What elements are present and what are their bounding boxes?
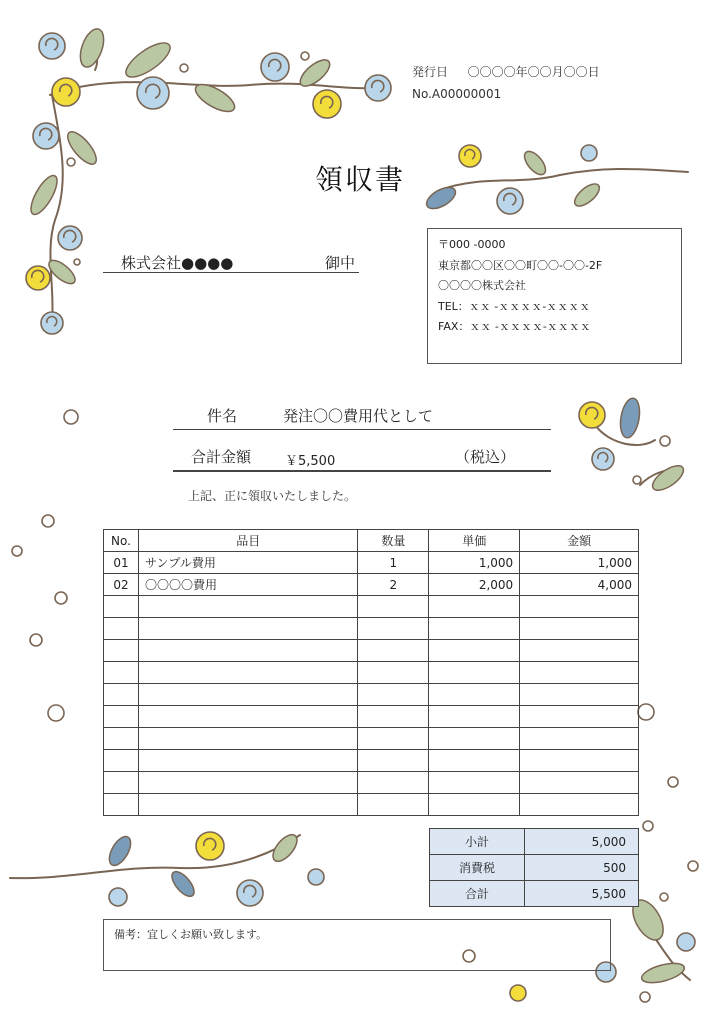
issuer-postal: 〒000 -0000 [438, 238, 506, 251]
empty-cell [138, 596, 357, 618]
cell-amount: 4,000 [520, 574, 639, 596]
empty-cell [138, 662, 357, 684]
empty-cell [358, 750, 429, 772]
table-row [104, 574, 639, 596]
empty-cell [358, 772, 429, 794]
table-row-empty [104, 662, 639, 684]
empty-cell [429, 706, 520, 728]
cell-unit-price: 1,000 [429, 552, 520, 574]
issue-date [412, 63, 600, 80]
empty-cell [429, 794, 520, 816]
cell-qty: 1 [358, 552, 429, 574]
totals-table [429, 828, 639, 907]
issuer-company: 〇〇〇〇株式会社 [438, 279, 526, 292]
receipt-statement: 上記、正に領収いたしました。 [188, 489, 357, 503]
amount-label: 合計金額 [191, 448, 252, 466]
empty-cell [520, 750, 639, 772]
empty-cell [138, 750, 357, 772]
tax-note: （税込） [455, 448, 516, 466]
subject-value: 発注〇〇費用代として [283, 407, 434, 425]
empty-cell [104, 640, 139, 662]
issue-date-value: 〇〇〇〇年〇〇月〇〇日 [467, 65, 600, 79]
table-row-empty [104, 640, 639, 662]
empty-cell [429, 618, 520, 640]
cell-item: サンプル費用 [138, 552, 357, 574]
empty-cell [104, 772, 139, 794]
amount-value: ￥5,500 [285, 454, 336, 469]
table-row-empty [104, 772, 639, 794]
empty-cell [358, 684, 429, 706]
issuer-address: 東京都〇〇区〇〇町〇〇-〇〇-2F [438, 258, 603, 272]
tax-value: 500 [525, 855, 639, 881]
empty-cell [138, 618, 357, 640]
empty-cell [104, 618, 139, 640]
empty-cell [520, 794, 639, 816]
subtotal-value: 5,000 [525, 829, 639, 855]
table-header-row [104, 530, 639, 552]
total-label: 合計 [430, 881, 525, 907]
empty-cell [104, 750, 139, 772]
empty-cell [520, 662, 639, 684]
tax-row [430, 855, 639, 881]
empty-cell [358, 596, 429, 618]
receipt-number: No.A00000001 [412, 87, 502, 101]
table-row-empty [104, 728, 639, 750]
subject-row [173, 405, 551, 430]
empty-cell [520, 596, 639, 618]
empty-cell [358, 706, 429, 728]
empty-cell [104, 684, 139, 706]
table-row-empty [104, 750, 639, 772]
empty-cell [358, 640, 429, 662]
recipient-suffix: 御中 [325, 254, 356, 272]
issue-date-label: 発行日 [412, 65, 449, 79]
empty-cell [520, 706, 639, 728]
amount-row [173, 446, 551, 472]
empty-cell [520, 640, 639, 662]
table-row-empty [104, 706, 639, 728]
document-title: 領収書 [315, 163, 406, 196]
issuer-fax: FAX：ｘｘ -ｘｘｘｘ-ｘｘｘｘ [438, 320, 591, 333]
empty-cell [429, 684, 520, 706]
items-table [103, 529, 639, 816]
empty-cell [358, 662, 429, 684]
empty-rows [104, 596, 639, 816]
subtotal-label: 小計 [430, 829, 525, 855]
tax-label: 消費税 [430, 855, 525, 881]
empty-cell [104, 728, 139, 750]
empty-cell [429, 662, 520, 684]
empty-cell [104, 596, 139, 618]
empty-cell [138, 640, 357, 662]
empty-cell [358, 794, 429, 816]
empty-cell [138, 728, 357, 750]
empty-cell [520, 772, 639, 794]
header-amount: 金額 [520, 530, 639, 552]
empty-cell [358, 728, 429, 750]
remarks-text: 備考：宜しくお願い致します。 [114, 928, 268, 941]
empty-cell [104, 706, 139, 728]
empty-cell [104, 662, 139, 684]
empty-cell [520, 728, 639, 750]
total-row [430, 881, 639, 907]
empty-cell [138, 772, 357, 794]
table-row-empty [104, 618, 639, 640]
subject-label: 件名 [207, 407, 238, 425]
issuer-tel: TEL：ｘｘ -ｘｘｘｘ-ｘｘｘｘ [438, 299, 591, 313]
header-qty: 数量 [358, 530, 429, 552]
empty-cell [138, 684, 357, 706]
table-row [104, 552, 639, 574]
table-row-empty [104, 684, 639, 706]
empty-cell [520, 618, 639, 640]
header-item: 品目 [138, 530, 357, 552]
empty-cell [520, 684, 639, 706]
header-no: No. [104, 530, 139, 552]
empty-cell [429, 750, 520, 772]
cell-unit-price: 2,000 [429, 574, 520, 596]
empty-cell [138, 794, 357, 816]
recipient-name: 株式会社●●●● [121, 254, 234, 272]
header-unit-price: 単価 [429, 530, 520, 552]
empty-cell [429, 772, 520, 794]
empty-cell [429, 640, 520, 662]
empty-cell [358, 618, 429, 640]
empty-cell [429, 596, 520, 618]
empty-cell [138, 706, 357, 728]
cell-qty: 2 [358, 574, 429, 596]
empty-cell [429, 728, 520, 750]
total-value: 5,500 [525, 881, 639, 907]
issuer-box [427, 228, 682, 364]
empty-cell [104, 794, 139, 816]
table-row-empty [104, 794, 639, 816]
remarks-box [103, 919, 611, 971]
table-row-empty [104, 596, 639, 618]
cell-no: 01 [104, 552, 139, 574]
cell-item: 〇〇〇〇費用 [138, 574, 357, 596]
subtotal-row [430, 829, 639, 855]
recipient-line [103, 252, 359, 273]
cell-no: 02 [104, 574, 139, 596]
cell-amount: 1,000 [520, 552, 639, 574]
